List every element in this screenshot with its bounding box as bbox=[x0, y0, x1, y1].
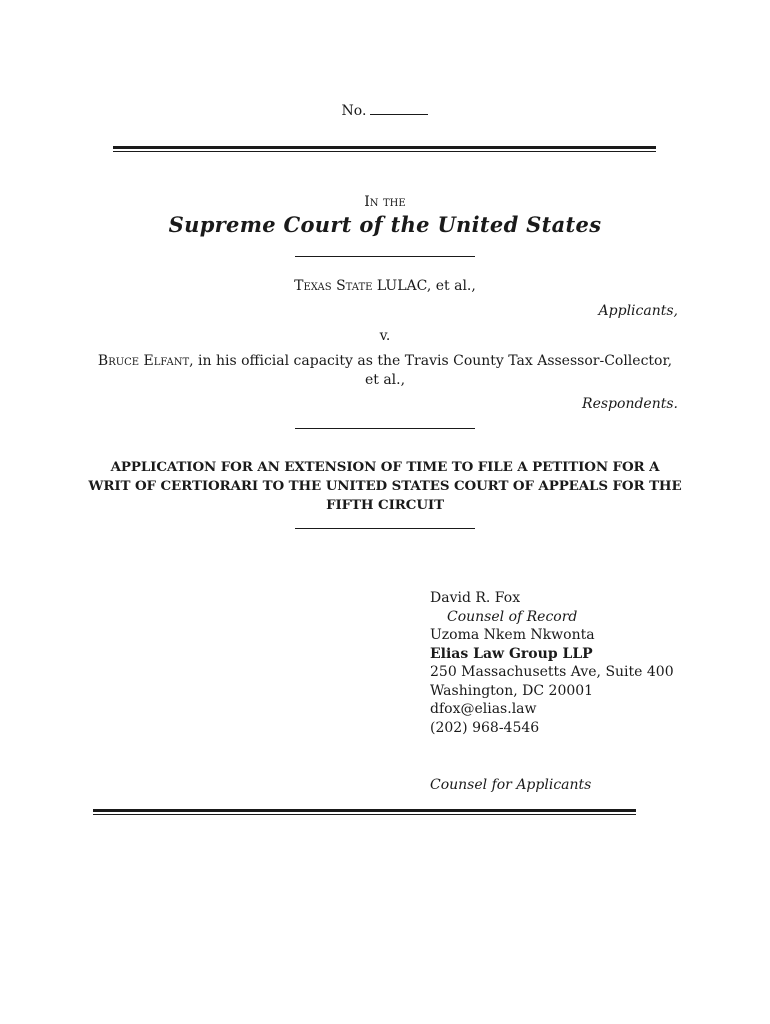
respondents-role: Respondents. bbox=[582, 396, 678, 412]
in-the-heading: In the bbox=[364, 194, 406, 210]
top-double-rule bbox=[113, 146, 656, 152]
counsel-address-line1: 250 Massachusetts Ave, Suite 400 bbox=[430, 664, 674, 680]
respondent-name: Bruce Elfant bbox=[97, 353, 190, 369]
caption-rule bbox=[295, 428, 475, 429]
counsel-role: Counsel of Record bbox=[447, 608, 578, 625]
counsel-for-applicants: Counsel for Applicants bbox=[430, 777, 592, 793]
application-title: APPLICATION FOR AN EXTENSION OF TIME TO FILE A PETITION FOR A WRIT OF CERTIORARI TO THE UNITED STATES COURT OF APPEALS FOR THE FIFTH CIRCUIT bbox=[88, 459, 682, 513]
applicants-role: Applicants, bbox=[598, 303, 678, 319]
counsel-email: dfox@elias.law bbox=[430, 701, 537, 717]
counsel-second-name: Uzoma Nkem Nkwonta bbox=[430, 627, 595, 643]
counsel-firm: Elias Law Group LLP bbox=[430, 645, 593, 662]
docket-blank-line bbox=[370, 102, 428, 115]
docket-label: No. bbox=[341, 103, 367, 119]
court-name-rule bbox=[295, 256, 475, 257]
counsel-block bbox=[430, 589, 674, 737]
title-rule bbox=[295, 528, 475, 529]
counsel-address-line2: Washington, DC 20001 bbox=[430, 682, 594, 699]
respondent-description: , in his official capacity as the Travis County Tax Assessor-Collector, et al., bbox=[189, 353, 673, 388]
counsel-phone: (202) 968-4546 bbox=[430, 719, 540, 736]
counsel-name: David R. Fox bbox=[430, 590, 521, 606]
bottom-double-rule bbox=[93, 809, 636, 815]
court-name: Supreme Court of the United States bbox=[168, 212, 602, 237]
versus: v. bbox=[379, 328, 391, 344]
respondent-party bbox=[90, 352, 680, 390]
applicant-name: Texas State bbox=[294, 278, 373, 294]
applicant-name-rest: LULAC, et al., bbox=[372, 278, 476, 294]
docket-number bbox=[0, 102, 770, 120]
applicant-party bbox=[0, 277, 770, 295]
